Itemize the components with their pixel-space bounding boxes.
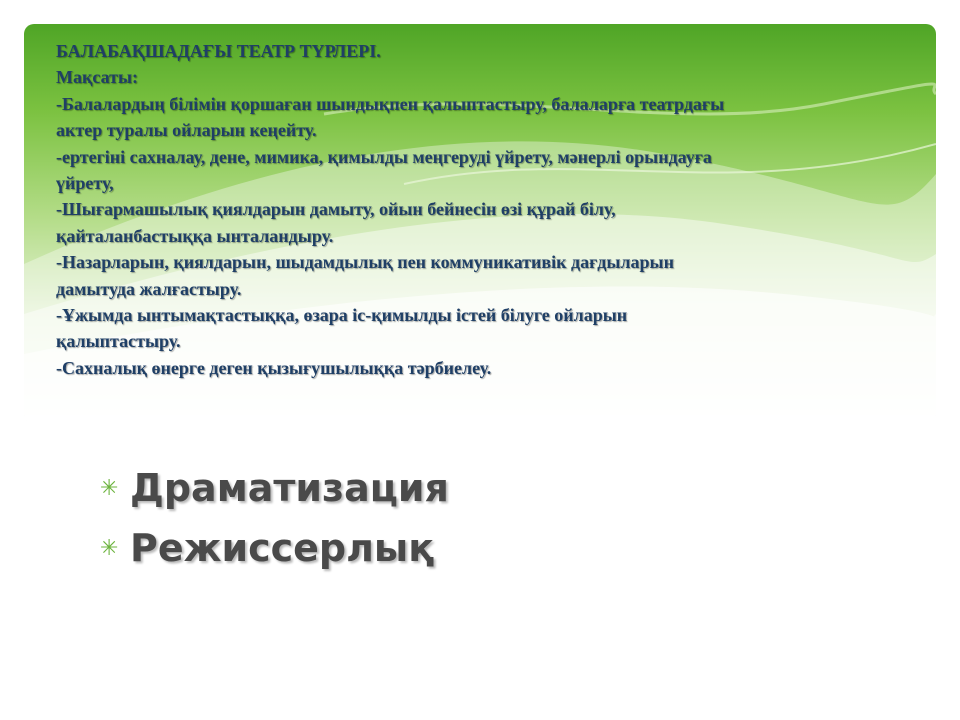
bullet-text: Режиссерлық bbox=[130, 526, 435, 570]
goal-line: -Назарларын, қиялдарын, шыдамдылық пен коммуникативік дағдыларын bbox=[56, 252, 674, 273]
goal-line: қалыптастыру. bbox=[56, 331, 181, 352]
goal-line: дамытуда жалғастыру. bbox=[56, 278, 242, 299]
goal-label: Мақсаты: bbox=[56, 67, 138, 88]
bullet-item-dramatization bbox=[100, 460, 900, 516]
goal-line: -Балалардың білімін қоршаған шындықпен қалыптастыру, балаларға театрдағы bbox=[56, 93, 725, 114]
goal-line: актер туралы ойларын кеңейту. bbox=[56, 120, 317, 141]
asterisk-icon: ✳ bbox=[100, 475, 119, 501]
goal-line: үйрету, bbox=[56, 173, 114, 194]
slide-title: БАЛАБАҚШАДАҒЫ ТЕАТР ТҮРЛЕРІ. bbox=[56, 41, 381, 61]
goal-line: -Шығармашылық қиялдарын дамыту, ойын бейнесін өзі құрай білу, bbox=[56, 199, 616, 220]
goal-line: -Ұжымда ынтымақтастыққа, өзара іс-қимылды істей білуге ойларын bbox=[56, 305, 628, 326]
goal-line: қайталанбастыққа ынталандыру. bbox=[56, 225, 334, 246]
goal-line: -ертегіні сахналау, дене, мимика, қимылды меңгеруді үйрету, мәнерлі орындауға bbox=[56, 146, 712, 167]
bullet-list bbox=[100, 460, 900, 580]
bullet-text: Драматизация bbox=[130, 466, 449, 510]
slide-body-text bbox=[56, 38, 896, 381]
goal-line: -Сахналық өнерге деген қызығушылыққа тәрбиелеу. bbox=[56, 357, 492, 378]
asterisk-icon: ✳ bbox=[100, 535, 119, 561]
bullet-item-directing bbox=[100, 520, 900, 576]
